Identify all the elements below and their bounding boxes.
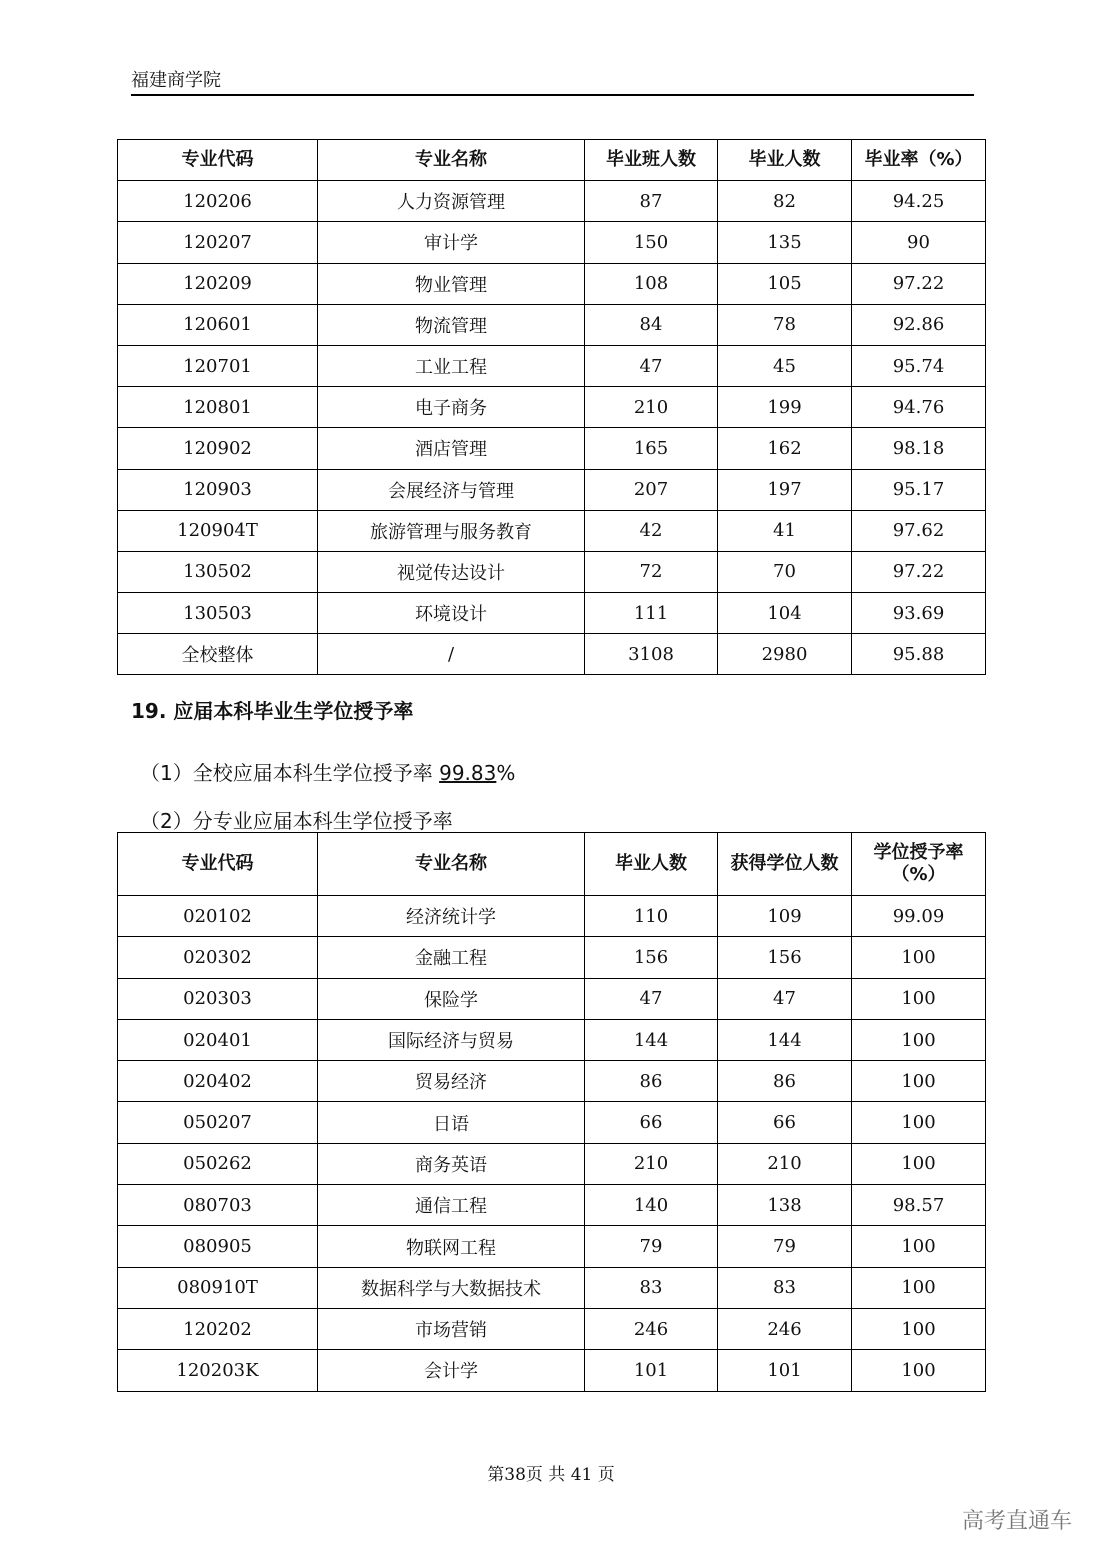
table-cell: 47 xyxy=(718,978,852,1019)
table-cell: 84 xyxy=(585,304,718,345)
table-cell: 100 xyxy=(852,937,986,978)
table-row xyxy=(118,1102,986,1143)
table-cell: 080703 xyxy=(118,1185,318,1226)
table-cell: 41 xyxy=(718,510,852,551)
table-cell: 207 xyxy=(585,469,718,510)
table-cell: 66 xyxy=(585,1102,718,1143)
table-row xyxy=(118,978,986,1019)
table-cell: 78 xyxy=(718,304,852,345)
table-cell: 数据科学与大数据技术 xyxy=(318,1267,585,1308)
degree-rate-overall xyxy=(140,757,515,786)
table-cell: 98.57 xyxy=(852,1185,986,1226)
table-cell: 020402 xyxy=(118,1061,318,1102)
table-cell: 98.18 xyxy=(852,428,986,469)
table-cell: 94.76 xyxy=(852,387,986,428)
table-cell: 国际经济与贸易 xyxy=(318,1019,585,1060)
table-cell: 97.22 xyxy=(852,551,986,592)
table-cell: 42 xyxy=(585,510,718,551)
table-cell: 79 xyxy=(718,1226,852,1267)
table-cell: 165 xyxy=(585,428,718,469)
table-cell: 酒店管理 xyxy=(318,428,585,469)
table-cell: 市场营销 xyxy=(318,1308,585,1349)
table-row xyxy=(118,1350,986,1391)
table-cell: 物联网工程 xyxy=(318,1226,585,1267)
table-cell: 83 xyxy=(718,1267,852,1308)
table-cell: 86 xyxy=(585,1061,718,1102)
graduation-rate-table xyxy=(117,139,986,675)
table-cell: 72 xyxy=(585,551,718,592)
table-cell: 99.09 xyxy=(852,896,986,937)
column-header: 专业代码 xyxy=(118,140,318,181)
table-cell: 97.62 xyxy=(852,510,986,551)
table-cell: 120206 xyxy=(118,181,318,222)
table-cell: 90 xyxy=(852,222,986,263)
table-cell: 101 xyxy=(585,1350,718,1391)
table-cell: 105 xyxy=(718,263,852,304)
table-cell: / xyxy=(318,634,585,675)
table-cell: 246 xyxy=(585,1308,718,1349)
table-cell: 100 xyxy=(852,1350,986,1391)
table-cell: 66 xyxy=(718,1102,852,1143)
table-cell: 电子商务 xyxy=(318,387,585,428)
table-row xyxy=(118,1019,986,1060)
table-cell: 120701 xyxy=(118,345,318,386)
table-cell: 93.69 xyxy=(852,593,986,634)
table-cell: 162 xyxy=(718,428,852,469)
table-cell: 130503 xyxy=(118,593,318,634)
table-cell: 商务英语 xyxy=(318,1143,585,1184)
table-cell: 120904T xyxy=(118,510,318,551)
table-row xyxy=(118,222,986,263)
table-cell: 审计学 xyxy=(318,222,585,263)
table-cell: 210 xyxy=(585,387,718,428)
degree-rate-table xyxy=(117,832,986,1392)
table-cell: 旅游管理与服务教育 xyxy=(318,510,585,551)
table-cell: 会计学 xyxy=(318,1350,585,1391)
table-cell: 100 xyxy=(852,1226,986,1267)
column-header: 专业名称 xyxy=(318,833,585,896)
table-row xyxy=(118,510,986,551)
table-cell: 156 xyxy=(718,937,852,978)
table-cell: 83 xyxy=(585,1267,718,1308)
table-cell: 100 xyxy=(852,1019,986,1060)
table-cell: 贸易经济 xyxy=(318,1061,585,1102)
table-cell: 45 xyxy=(718,345,852,386)
table-cell: 197 xyxy=(718,469,852,510)
table-cell: 120203K xyxy=(118,1350,318,1391)
degree-rate-overall-value: 99.83 xyxy=(439,761,497,785)
table-cell: 物业管理 xyxy=(318,263,585,304)
table-cell: 92.86 xyxy=(852,304,986,345)
column-header: 学位授予率（%） xyxy=(852,833,986,896)
table-cell: 150 xyxy=(585,222,718,263)
table-cell: 95.74 xyxy=(852,345,986,386)
table-cell: 144 xyxy=(585,1019,718,1060)
table-row xyxy=(118,551,986,592)
table-cell: 120903 xyxy=(118,469,318,510)
degree-rate-overall-unit: % xyxy=(496,761,516,785)
table-row xyxy=(118,1308,986,1349)
table-cell: 108 xyxy=(585,263,718,304)
table-cell: 金融工程 xyxy=(318,937,585,978)
table-row xyxy=(118,387,986,428)
table-cell: 050207 xyxy=(118,1102,318,1143)
table-cell: 120209 xyxy=(118,263,318,304)
table-cell: 100 xyxy=(852,1061,986,1102)
table-cell: 通信工程 xyxy=(318,1185,585,1226)
watermark: 高考直通车 xyxy=(961,1509,1072,1534)
table-cell: 100 xyxy=(852,1267,986,1308)
table-row xyxy=(118,345,986,386)
table-cell: 120801 xyxy=(118,387,318,428)
column-header: 专业代码 xyxy=(118,833,318,896)
table-row xyxy=(118,181,986,222)
table-cell: 020401 xyxy=(118,1019,318,1060)
table-cell: 100 xyxy=(852,1143,986,1184)
table-cell: 人力资源管理 xyxy=(318,181,585,222)
table-cell: 97.22 xyxy=(852,263,986,304)
school-name: 福建商学院 xyxy=(131,70,221,91)
page-number: 第38页 共 41 页 xyxy=(487,1465,615,1485)
table-cell: 104 xyxy=(718,593,852,634)
table-cell: 94.25 xyxy=(852,181,986,222)
table-cell: 95.17 xyxy=(852,469,986,510)
table-cell: 物流管理 xyxy=(318,304,585,345)
table-cell: 050262 xyxy=(118,1143,318,1184)
table-cell: 保险学 xyxy=(318,978,585,1019)
table-cell: 3108 xyxy=(585,634,718,675)
table-cell: 020303 xyxy=(118,978,318,1019)
table-row xyxy=(118,593,986,634)
section-title: 19. 应届本科毕业生学位授予率 xyxy=(131,699,414,723)
column-header: 毕业人数 xyxy=(718,140,852,181)
degree-rate-by-major-heading: （2）分专业应届本科生学位授予率 xyxy=(140,809,453,833)
table-cell: 120902 xyxy=(118,428,318,469)
table-cell: 101 xyxy=(718,1350,852,1391)
table-cell: 100 xyxy=(852,1308,986,1349)
table-cell: 130502 xyxy=(118,551,318,592)
table-cell: 020102 xyxy=(118,896,318,937)
table-row xyxy=(118,1267,986,1308)
table-cell: 109 xyxy=(718,896,852,937)
table-cell: 020302 xyxy=(118,937,318,978)
table-cell: 47 xyxy=(585,345,718,386)
table-row xyxy=(118,1061,986,1102)
table-row xyxy=(118,1185,986,1226)
table-cell: 199 xyxy=(718,387,852,428)
column-header: 毕业班人数 xyxy=(585,140,718,181)
table-cell: 全校整体 xyxy=(118,634,318,675)
table-cell: 138 xyxy=(718,1185,852,1226)
table-cell: 会展经济与管理 xyxy=(318,469,585,510)
table-cell: 2980 xyxy=(718,634,852,675)
table-row xyxy=(118,469,986,510)
column-header: 获得学位人数 xyxy=(718,833,852,896)
table-cell: 120202 xyxy=(118,1308,318,1349)
table-cell: 120601 xyxy=(118,304,318,345)
table-row xyxy=(118,428,986,469)
table-cell: 110 xyxy=(585,896,718,937)
table-cell: 100 xyxy=(852,978,986,1019)
table-cell: 视觉传达设计 xyxy=(318,551,585,592)
table-row xyxy=(118,263,986,304)
table-cell: 79 xyxy=(585,1226,718,1267)
table-cell: 080910T xyxy=(118,1267,318,1308)
column-header: 专业名称 xyxy=(318,140,585,181)
degree-rate-overall-label: （1）全校应届本科生学位授予率 xyxy=(140,761,440,785)
table-cell: 210 xyxy=(585,1143,718,1184)
table-cell: 70 xyxy=(718,551,852,592)
column-header: 毕业人数 xyxy=(585,833,718,896)
table-cell: 工业工程 xyxy=(318,345,585,386)
table-cell: 246 xyxy=(718,1308,852,1349)
table-cell: 环境设计 xyxy=(318,593,585,634)
table-cell: 080905 xyxy=(118,1226,318,1267)
table-row xyxy=(118,1143,986,1184)
table-cell: 100 xyxy=(852,1102,986,1143)
table-cell: 135 xyxy=(718,222,852,263)
table-row xyxy=(118,937,986,978)
table-cell: 日语 xyxy=(318,1102,585,1143)
table-cell: 156 xyxy=(585,937,718,978)
page-header xyxy=(131,64,974,96)
table-cell: 111 xyxy=(585,593,718,634)
table-cell: 95.88 xyxy=(852,634,986,675)
table-cell: 140 xyxy=(585,1185,718,1226)
table-cell: 47 xyxy=(585,978,718,1019)
table-cell: 82 xyxy=(718,181,852,222)
table-row xyxy=(118,896,986,937)
table-row xyxy=(118,634,986,675)
table-cell: 210 xyxy=(718,1143,852,1184)
table-cell: 120207 xyxy=(118,222,318,263)
table-cell: 86 xyxy=(718,1061,852,1102)
table-cell: 87 xyxy=(585,181,718,222)
table-row xyxy=(118,304,986,345)
column-header: 毕业率（%） xyxy=(852,140,986,181)
table-row xyxy=(118,1226,986,1267)
table-cell: 经济统计学 xyxy=(318,896,585,937)
table-cell: 144 xyxy=(718,1019,852,1060)
